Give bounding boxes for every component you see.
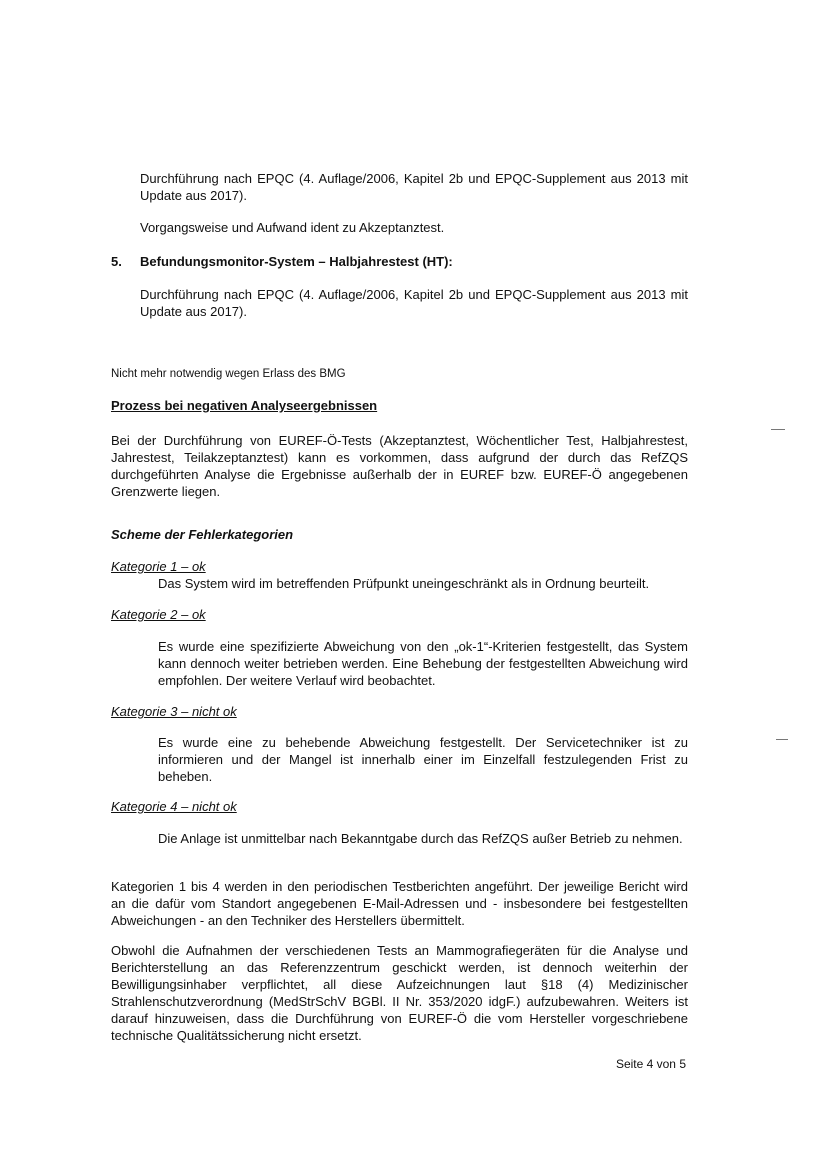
retention-paragraph: Obwohl die Aufnahmen der verschiedenen Tests an Mammografiegeräten für die Analyse und Berichterstellung an das Referenzzentrum geschickt werden, ist dennoch weiterhin der Bewilligungsinhaber verpflichtet, all diese Aufzeichnungen laut §18 (4) Medizinischer Strahlenschutzverordnung (MedStrSchV BGBl. II Nr. 353/2020 idgF.) aufzubewahren. Weiters ist darauf hinzuweisen, dass die Durchführung von EUREF-Ö die vom Hersteller vorgeschriebene technische Qualitätssicherung nicht ersetzt. [111, 943, 688, 1043]
scheme-title: Scheme der Fehlerkategorien [111, 527, 294, 542]
category-1-text: Das System wird im betreffenden Prüfpunkt uneingeschränkt als in Ordnung beurteilt. [158, 576, 650, 591]
procedure-note: Vorgangsweise und Aufwand ident zu Akzeptanztest. [140, 220, 445, 235]
reports-paragraph: Kategorien 1 bis 4 werden in den periodischen Testberichten angeführt. Der jeweilige Bericht wird an die dafür vom Standort angegebenen E-Mail-Adressen und - insbesondere bei festgestellten Abweichungen - an den Techniker des Herstellers übermittelt. [111, 879, 688, 928]
epqc-paragraph-1: Durchführung nach EPQC (4. Auflage/2006, Kapitel 2b und EPQC-Supplement aus 2013 mit Update aus 2017). [140, 171, 688, 203]
category-3-label: Kategorie 3 – nicht ok [111, 704, 237, 719]
category-4-text: Die Anlage ist unmittelbar nach Bekanntgabe durch das RefZQS außer Betrieb zu nehmen. [158, 831, 683, 846]
item-number-5: 5. [111, 254, 122, 269]
process-heading: Prozess bei negativen Analyseergebnissen [111, 398, 378, 413]
process-intro: Bei der Durchführung von EUREF-Ö-Tests (Akzeptanztest, Wöchentlicher Test, Halbjahrestest, Jahrestest, Teilakzeptanztest) kann es vorkommen, dass aufgrund der durch das RefZQS durchgeführten Analyse die Ergebnisse außerhalb der in EUREF bzw. EUREF-Ö angegebenen Grenzwerte liegen. [111, 433, 688, 499]
item-5-heading: Befundungsmonitor-System – Halbjahrestest (HT): [140, 254, 453, 269]
epqc-paragraph-2: Durchführung nach EPQC (4. Auflage/2006, Kapitel 2b und EPQC-Supplement aus 2013 mit Update aus 2017). [140, 287, 688, 319]
category-3-text: Es wurde eine zu behebende Abweichung festgestellt. Der Servicetechniker ist zu informieren und der Mangel ist innerhalb einer im Einzelfall festzulegenden Frist zu beheben. [158, 735, 688, 784]
page-number: Seite 4 von 5 [615, 1057, 686, 1071]
scan-mark [776, 739, 788, 740]
bmg-note: Nicht mehr notwendig wegen Erlass des BMG [111, 368, 346, 380]
scan-mark [771, 429, 785, 430]
category-4-label: Kategorie 4 – nicht ok [111, 799, 237, 814]
category-2-text: Es wurde eine spezifizierte Abweichung von den „ok-1“-Kriterien festgestellt, das System kann dennoch weiter betrieben werden. Eine Behebung der festgestellten Abweichung wird empfohlen. Der weitere Verlauf wird beobachtet. [158, 639, 688, 688]
category-2-label: Kategorie 2 – ok [111, 607, 206, 622]
category-1-label: Kategorie 1 – ok [111, 559, 206, 574]
